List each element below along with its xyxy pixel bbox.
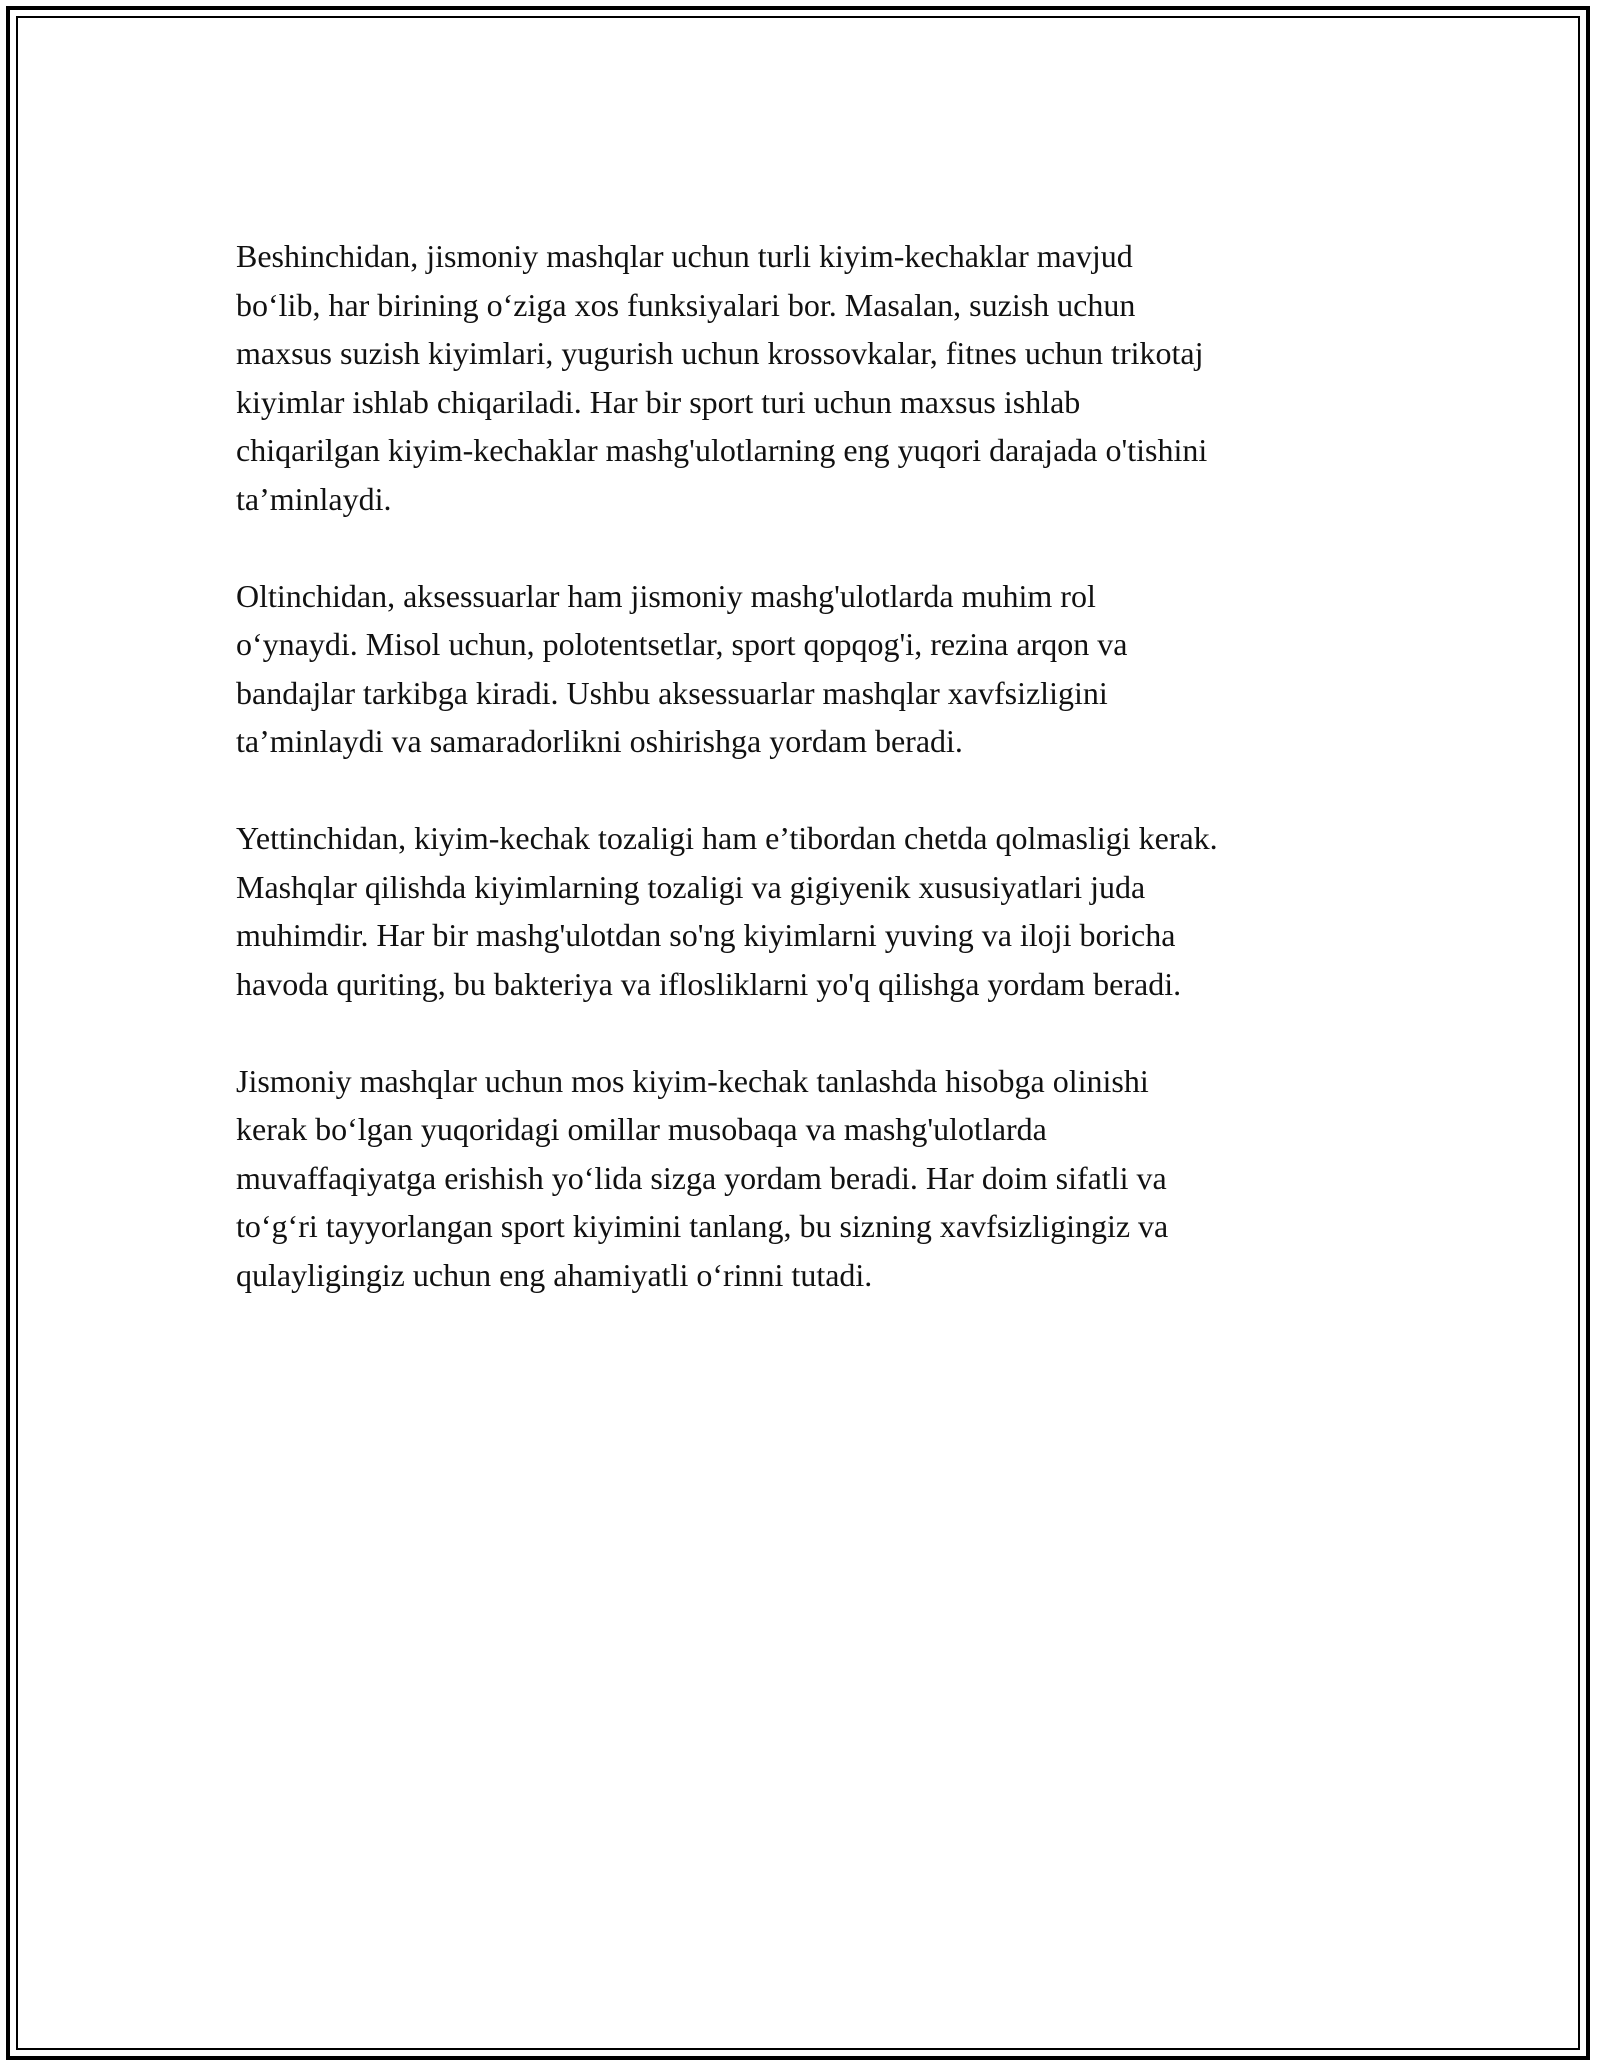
paragraph-line: maxsus suzish kiyimlari, yugurish uchun krossovkalar, fitnes uchun trikotaj [236, 335, 1204, 371]
paragraph-line: havoda quriting, bu bakteriya va iflosliklarni yo'q qilishga yordam beradi. [236, 965, 1182, 1002]
paragraph-line: muhimdir. Har bir mashg'ulotdan so'ng kiyimlarni yuving va iloji boricha [236, 917, 1176, 953]
paragraph-line: bandajlar tarkibga kiradi. Ushbu aksessuarlar mashqlar xavfsizligini [236, 674, 1108, 711]
paragraph-line: muvaffaqiyatga erishish yo‘lida sizga yordam beradi. Har doim sifatli va [236, 1159, 1167, 1196]
paragraph-line: kiyimlar ishlab chiqariladi. Har bir sport turi uchun maxsus ishlab [236, 383, 1081, 420]
paragraph-line: ta’minlaydi. [236, 480, 392, 517]
paragraph-line: Jismoniy mashqlar uchun mos kiyim-kechak tanlashda hisobga olinishi [236, 1062, 1149, 1099]
document-body [236, 232, 1386, 1348]
paragraph-line: Mashqlar qilishda kiyimlarning tozaligi va gigiyenik xususiyatlari juda [236, 868, 1146, 905]
paragraph-2 [236, 572, 1386, 766]
paragraph-line: kerak bo‘lgan yuqoridagi omillar musobaqa va mashg'ulotlarda [236, 1111, 1047, 1147]
paragraph-line: to‘g‘ri tayyorlangan sport kiyimini tanlang, bu sizning xavfsizligingiz va [236, 1208, 1169, 1244]
paragraph-line: bo‘lib, har birining o‘ziga xos funksiyalari bor. Masalan, suzish uchun [236, 286, 1136, 323]
paragraph-line: o‘ynaydi. Misol uchun, polotentsetlar, sport qopqog'i, rezina arqon va [236, 626, 1128, 662]
paragraph-3 [236, 814, 1386, 1008]
paragraph-line: Yettinchidan, kiyim-kechak tozaligi ham e’tibordan chetda qolmasligi kerak. [236, 820, 1218, 856]
paragraph-line: qulayligingiz uchun eng ahamiyatli o‘rinni tutadi. [236, 1256, 873, 1293]
paragraph-4 [236, 1057, 1386, 1300]
paragraph-line: chiqarilgan kiyim-kechaklar mashg'ulotlarning eng yuqori darajada o'tishini [236, 432, 1208, 468]
paragraph-line: ta’minlaydi va samaradorlikni oshirishga yordam beradi. [236, 723, 963, 759]
paragraph-line: Beshinchidan, jismoniy mashqlar uchun turli kiyim-kechaklar mavjud [236, 238, 1133, 274]
paragraph-1 [236, 232, 1386, 523]
paragraph-line: Oltinchidan, aksessuarlar ham jismoniy mashg'ulotlarda muhim rol [236, 577, 1096, 614]
